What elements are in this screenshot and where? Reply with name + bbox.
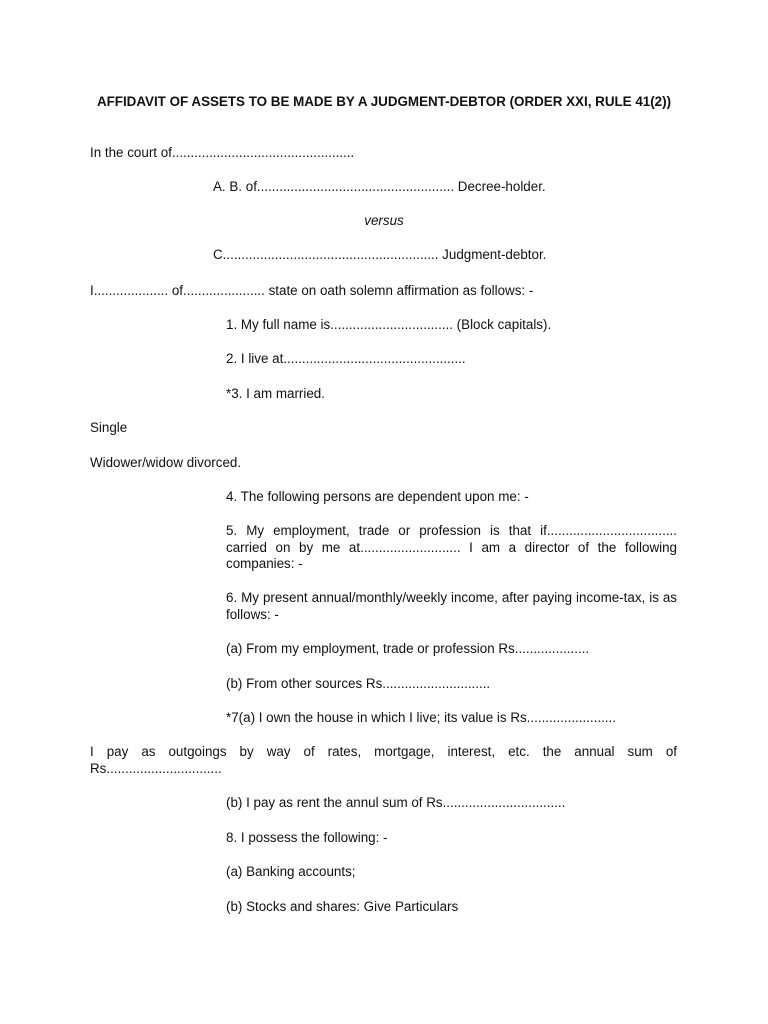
outgoings-paragraph: I pay as outgoings by way of rates, mortgage, interest, etc. the annual sum of Rs............................... <box>90 744 677 776</box>
item-4: 4. The following persons are dependent upon me: - <box>226 489 529 504</box>
item-3: *3. I am married. <box>226 386 325 401</box>
item-5: 5. My employment, trade or profession is that if................................... carried on by me at........................... I am a director of the following companies: - <box>226 523 677 571</box>
document-title: AFFIDAVIT OF ASSETS TO BE MADE BY A JUDGMENT-DEBTOR (ORDER XXI, RULE 41(2)) <box>96 94 672 109</box>
versus-text: versus <box>364 213 404 228</box>
single-option: Single <box>90 420 128 435</box>
item-1: 1. My full name is................................. (Block capitals). <box>226 317 552 332</box>
item-6: 6. My present annual/monthly/weekly income, after paying income-tax, is as follows: - <box>226 590 677 622</box>
judgment-debtor-line: C.......................................................... Judgment-debtor. <box>213 247 547 262</box>
item-7a: *7(a) I own the house in which I live; its value is Rs........................ <box>226 710 616 725</box>
decree-holder-line: A. B. of..................................................... Decree-holder. <box>213 179 546 194</box>
court-line: In the court of................................................. <box>90 145 355 160</box>
item-8a: (a) Banking accounts; <box>226 864 356 879</box>
item-6a: (a) From my employment, trade or profession Rs.................... <box>226 641 590 656</box>
item-6b: (b) From other sources Rs............................. <box>226 676 491 691</box>
item-7b: (b) I pay as rent the annul sum of Rs................................. <box>226 795 566 810</box>
item-8: 8. I possess the following: - <box>226 830 388 845</box>
widower-option: Widower/widow divorced. <box>90 455 242 470</box>
oath-line: I.................... of...................... state on oath solemn affirmation as follows: - <box>90 283 534 298</box>
item-8b: (b) Stocks and shares: Give Particulars <box>226 899 459 914</box>
item-2: 2. I live at................................................. <box>226 351 466 366</box>
